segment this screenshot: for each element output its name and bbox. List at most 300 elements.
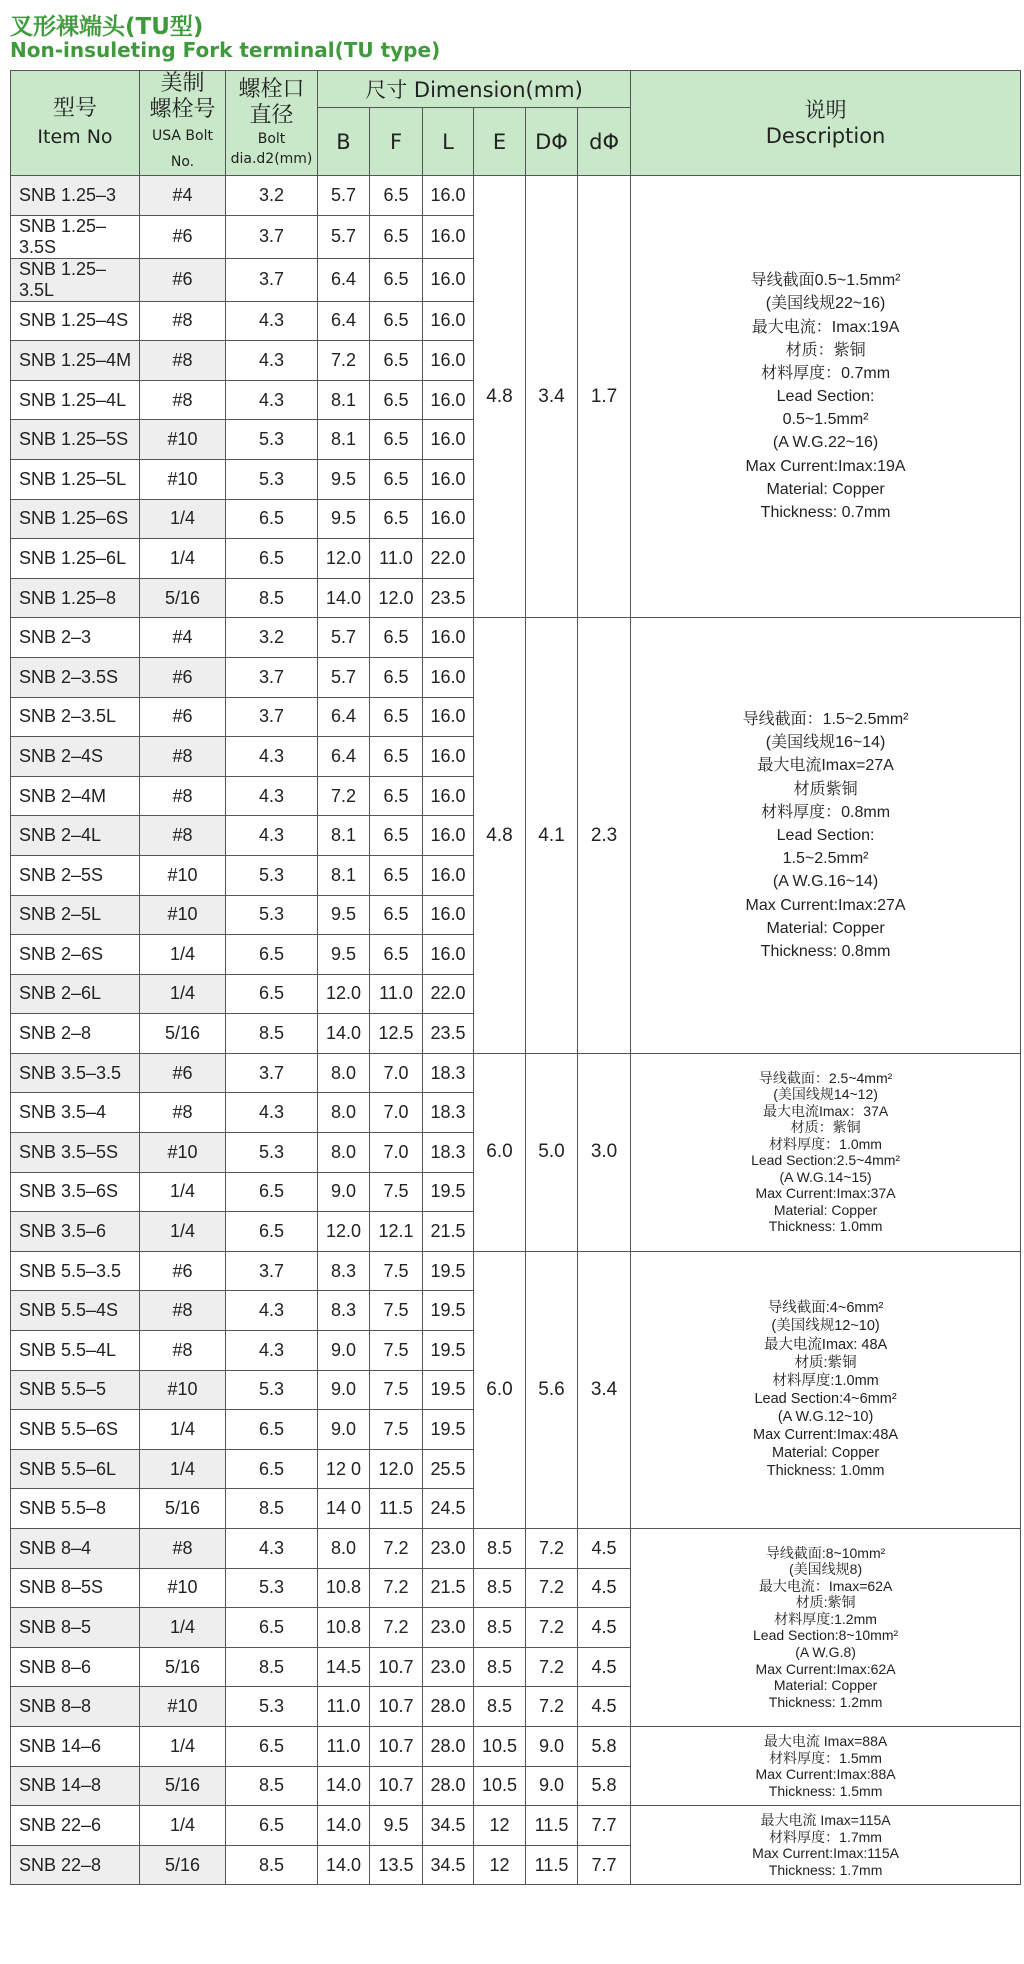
cell-f: 6.5	[370, 776, 423, 816]
cell-dia: 5.3	[226, 420, 318, 460]
description-line: Max Current:Imax:19A	[745, 457, 906, 475]
cell-small-d: 4.5	[578, 1687, 631, 1727]
cell-small-d-merged: 3.0	[578, 1053, 631, 1251]
cell-l: 16.0	[423, 855, 474, 895]
cell-f: 7.5	[370, 1331, 423, 1371]
cell-model: SNB 2–6S	[11, 935, 140, 975]
cell-dia: 5.3	[226, 895, 318, 935]
cell-big-d: 11.5	[526, 1845, 578, 1885]
header-dimension: 尺寸 Dimension(mm)	[318, 71, 631, 108]
cell-model: SNB 1.25–3	[11, 176, 140, 216]
cell-b: 8.1	[318, 380, 370, 420]
header-big-d: DΦ	[526, 108, 578, 176]
cell-f: 10.7	[370, 1726, 423, 1766]
cell-small-d: 7.7	[578, 1806, 631, 1846]
description-line: 导线截面：2.5~4mm²	[758, 1069, 893, 1086]
cell-dia: 6.5	[226, 1449, 318, 1489]
cell-small-d: 4.5	[578, 1647, 631, 1687]
cell-e-merged: 4.8	[474, 618, 526, 1054]
cell-bolt: #6	[140, 258, 226, 301]
cell-model: SNB 1.25–4M	[11, 341, 140, 381]
cell-dia: 4.3	[226, 1331, 318, 1371]
table-row	[11, 1053, 1021, 1093]
cell-f: 6.5	[370, 380, 423, 420]
cell-b: 12 0	[318, 1449, 370, 1489]
cell-b: 8.0	[318, 1529, 370, 1569]
cell-small-d-merged: 1.7	[578, 176, 631, 618]
description-line: Max Current:Imax:48A	[753, 1427, 899, 1444]
cell-bolt: #10	[140, 1370, 226, 1410]
cell-f: 7.5	[370, 1291, 423, 1331]
cell-b: 5.7	[318, 215, 370, 258]
cell-b: 11.0	[318, 1687, 370, 1727]
cell-b: 9.0	[318, 1410, 370, 1450]
cell-dia: 3.7	[226, 657, 318, 697]
description-line: Max Current:Imax:62A	[755, 1660, 896, 1677]
description-line: (美国线规16~14)	[765, 734, 886, 752]
cell-bolt: 5/16	[140, 1489, 226, 1529]
cell-f: 6.5	[370, 657, 423, 697]
cell-l: 16.0	[423, 776, 474, 816]
cell-e: 12	[474, 1806, 526, 1846]
cell-b: 8.0	[318, 1093, 370, 1133]
cell-small-d: 4.5	[578, 1568, 631, 1608]
description-line: (美国线规22~16)	[765, 295, 886, 313]
cell-b: 14.0	[318, 1014, 370, 1054]
cell-model: SNB 8–5S	[11, 1568, 140, 1608]
header-small-d: dΦ	[578, 108, 631, 176]
cell-l: 34.5	[423, 1806, 474, 1846]
cell-dia: 4.3	[226, 341, 318, 381]
cell-dia: 4.3	[226, 301, 318, 341]
cell-f: 6.5	[370, 737, 423, 777]
cell-model: SNB 2–5S	[11, 855, 140, 895]
cell-dia: 5.3	[226, 1370, 318, 1410]
spec-table	[10, 70, 1021, 1885]
description-line: (A W.G.8)	[795, 1644, 856, 1660]
cell-bolt: 1/4	[140, 1172, 226, 1212]
cell-model: SNB 3.5–3.5	[11, 1053, 140, 1093]
table-row	[11, 1251, 1021, 1291]
cell-big-d: 7.2	[526, 1608, 578, 1648]
cell-f: 6.5	[370, 258, 423, 301]
description-line: Lead Section:4~6mm²	[754, 1390, 897, 1407]
cell-model: SNB 1.25–5S	[11, 420, 140, 460]
cell-f: 7.2	[370, 1568, 423, 1608]
description-line: (美国线规12~10)	[771, 1318, 880, 1335]
cell-f: 6.5	[370, 215, 423, 258]
cell-dia: 6.5	[226, 1726, 318, 1766]
table-row	[11, 1726, 1021, 1766]
cell-l: 25.5	[423, 1449, 474, 1489]
cell-l: 24.5	[423, 1489, 474, 1529]
description-line: 材料厚度：0.8mm	[761, 803, 891, 821]
cell-dia: 6.5	[226, 499, 318, 539]
cell-model: SNB 5.5–6L	[11, 1449, 140, 1489]
description-cell	[631, 1053, 1021, 1251]
cell-b: 7.2	[318, 776, 370, 816]
header-f: F	[370, 108, 423, 176]
cell-l: 23.0	[423, 1647, 474, 1687]
cell-model: SNB 1.25–4S	[11, 301, 140, 341]
description-line: Material: Copper	[771, 1445, 880, 1462]
cell-dia: 5.3	[226, 1687, 318, 1727]
cell-model: SNB 1.25–5L	[11, 459, 140, 499]
description-line: Thickness: 1.2mm	[768, 1693, 883, 1710]
cell-b: 6.4	[318, 737, 370, 777]
cell-dia: 6.5	[226, 1608, 318, 1648]
cell-b: 8.0	[318, 1053, 370, 1093]
cell-b: 12.0	[318, 539, 370, 579]
cell-bolt: #8	[140, 1093, 226, 1133]
cell-dia: 6.5	[226, 1806, 318, 1846]
table-body	[11, 176, 1021, 1885]
cell-bolt: #8	[140, 380, 226, 420]
cell-model: SNB 3.5–5S	[11, 1133, 140, 1173]
cell-f: 12.5	[370, 1014, 423, 1054]
cell-l: 19.5	[423, 1172, 474, 1212]
cell-f: 6.5	[370, 855, 423, 895]
header-l: L	[423, 108, 474, 176]
cell-bolt: #6	[140, 215, 226, 258]
cell-bolt: #10	[140, 1568, 226, 1608]
description-cell	[631, 1251, 1021, 1528]
cell-b: 7.2	[318, 341, 370, 381]
cell-l: 21.5	[423, 1212, 474, 1252]
cell-bolt: 5/16	[140, 1766, 226, 1806]
cell-f: 6.5	[370, 895, 423, 935]
cell-model: SNB 5.5–8	[11, 1489, 140, 1529]
cell-b: 6.4	[318, 258, 370, 301]
table-row	[11, 1529, 1021, 1569]
cell-big-d: 9.0	[526, 1766, 578, 1806]
description-line: 材质:紫铜	[795, 1594, 856, 1611]
description-line: 最大电流：Imax=62A	[758, 1577, 893, 1594]
cell-big-d-merged: 5.6	[526, 1251, 578, 1528]
description-line: (美国线规14~12)	[773, 1086, 878, 1103]
cell-e-merged: 4.8	[474, 176, 526, 618]
description-line: 导线截面0.5~1.5mm²	[750, 272, 901, 290]
cell-l: 23.5	[423, 1014, 474, 1054]
cell-dia: 6.5	[226, 1410, 318, 1450]
description-line: Material: Copper	[766, 919, 885, 937]
header-bolt-dia: 螺栓口 直径 Bolt dia.d2(mm)	[226, 71, 318, 176]
cell-dia: 6.5	[226, 1172, 318, 1212]
cell-f: 7.0	[370, 1053, 423, 1093]
description-line: Thickness: 0.8mm	[760, 942, 891, 960]
cell-bolt: #8	[140, 301, 226, 341]
cell-bolt: 1/4	[140, 935, 226, 975]
header-description: 说明 Description	[631, 71, 1021, 176]
description-line: 1.5~2.5mm²	[782, 850, 869, 868]
cell-b: 12.0	[318, 974, 370, 1014]
page-title-en: Non-insuleting Fork terminal(TU type)	[10, 38, 441, 62]
description-line: 材质紫铜	[793, 780, 858, 798]
cell-bolt: #10	[140, 459, 226, 499]
cell-bolt: 1/4	[140, 499, 226, 539]
description-line: 导线截面：1.5~2.5mm²	[742, 711, 909, 729]
description-line: 材料厚度:1.2mm	[774, 1610, 877, 1627]
cell-b: 8.0	[318, 1133, 370, 1173]
cell-l: 19.5	[423, 1291, 474, 1331]
cell-bolt: #8	[140, 816, 226, 856]
cell-f: 6.5	[370, 341, 423, 381]
cell-bolt: #6	[140, 1053, 226, 1093]
cell-l: 19.5	[423, 1410, 474, 1450]
cell-l: 16.0	[423, 895, 474, 935]
description-line: 最大电流 Imax=88A	[763, 1733, 888, 1750]
cell-f: 7.5	[370, 1370, 423, 1410]
cell-f: 6.5	[370, 459, 423, 499]
cell-model: SNB 8–5	[11, 1608, 140, 1648]
description-line: Thickness: 1.0mm	[766, 1463, 885, 1480]
cell-small-d-merged: 2.3	[578, 618, 631, 1054]
description-line: Material: Copper	[773, 1677, 878, 1694]
cell-l: 16.0	[423, 737, 474, 777]
table-row	[11, 176, 1021, 216]
cell-f: 9.5	[370, 1806, 423, 1846]
cell-b: 14 0	[318, 1489, 370, 1529]
description-line: Thickness: 1.0mm	[768, 1218, 883, 1235]
header-usa-bolt: 美制 螺栓号 USA Bolt No.	[140, 71, 226, 176]
cell-b: 9.5	[318, 935, 370, 975]
cell-model: SNB 2–4L	[11, 816, 140, 856]
cell-b: 14.0	[318, 1766, 370, 1806]
cell-b: 9.5	[318, 895, 370, 935]
cell-b: 5.7	[318, 176, 370, 216]
cell-l: 28.0	[423, 1766, 474, 1806]
cell-bolt: #8	[140, 737, 226, 777]
cell-e: 8.5	[474, 1687, 526, 1727]
cell-bolt: 5/16	[140, 578, 226, 618]
header-b: B	[318, 108, 370, 176]
cell-big-d: 11.5	[526, 1806, 578, 1846]
description-cell	[631, 1806, 1021, 1885]
description-line: (美国线规8)	[789, 1561, 863, 1578]
cell-b: 6.4	[318, 697, 370, 737]
cell-f: 7.0	[370, 1093, 423, 1133]
cell-l: 16.0	[423, 341, 474, 381]
cell-bolt: 1/4	[140, 1726, 226, 1766]
cell-model: SNB 2–3.5S	[11, 657, 140, 697]
cell-model: SNB 8–6	[11, 1647, 140, 1687]
description-line: 0.5~1.5mm²	[782, 411, 869, 429]
cell-e: 8.5	[474, 1608, 526, 1648]
cell-b: 9.5	[318, 499, 370, 539]
cell-big-d: 7.2	[526, 1529, 578, 1569]
cell-l: 16.0	[423, 301, 474, 341]
cell-e-merged: 6.0	[474, 1251, 526, 1528]
cell-bolt: #6	[140, 697, 226, 737]
table-row	[11, 1806, 1021, 1846]
cell-l: 19.5	[423, 1251, 474, 1291]
description-line: Lead Section:	[776, 827, 875, 845]
cell-l: 16.0	[423, 420, 474, 460]
cell-bolt: #6	[140, 657, 226, 697]
description-line: 材料厚度：0.7mm	[761, 364, 891, 382]
description-line: 最大电流Imax=27A	[757, 757, 894, 775]
cell-bolt: 1/4	[140, 1449, 226, 1489]
description-line: 最大电流Imax: 48A	[763, 1336, 888, 1353]
cell-bolt: 1/4	[140, 539, 226, 579]
cell-b: 8.1	[318, 855, 370, 895]
cell-b: 9.0	[318, 1172, 370, 1212]
cell-bolt: #4	[140, 618, 226, 658]
cell-bolt: #10	[140, 855, 226, 895]
cell-bolt: #8	[140, 776, 226, 816]
description-cell	[631, 618, 1021, 1054]
cell-e: 8.5	[474, 1529, 526, 1569]
cell-big-d-merged: 4.1	[526, 618, 578, 1054]
cell-dia: 5.3	[226, 1568, 318, 1608]
cell-small-d: 7.7	[578, 1845, 631, 1885]
cell-dia: 8.5	[226, 578, 318, 618]
cell-f: 7.5	[370, 1251, 423, 1291]
cell-b: 14.0	[318, 1806, 370, 1846]
cell-model: SNB 5.5–5	[11, 1370, 140, 1410]
cell-model: SNB 5.5–4L	[11, 1331, 140, 1371]
cell-b: 8.1	[318, 420, 370, 460]
cell-e-merged: 6.0	[474, 1053, 526, 1251]
cell-f: 12.1	[370, 1212, 423, 1252]
cell-b: 5.7	[318, 657, 370, 697]
cell-l: 28.0	[423, 1726, 474, 1766]
cell-model: SNB 3.5–6S	[11, 1172, 140, 1212]
cell-f: 10.7	[370, 1647, 423, 1687]
cell-model: SNB 22–8	[11, 1845, 140, 1885]
table-row	[11, 618, 1021, 658]
cell-b: 9.0	[318, 1370, 370, 1410]
cell-l: 16.0	[423, 499, 474, 539]
cell-dia: 5.3	[226, 1133, 318, 1173]
cell-f: 7.5	[370, 1172, 423, 1212]
cell-small-d: 4.5	[578, 1608, 631, 1648]
cell-b: 8.1	[318, 816, 370, 856]
cell-model: SNB 2–8	[11, 1014, 140, 1054]
description-line: 材料厚度：1.0mm	[769, 1135, 882, 1152]
cell-dia: 3.2	[226, 618, 318, 658]
cell-model: SNB 1.25–6S	[11, 499, 140, 539]
cell-f: 6.5	[370, 697, 423, 737]
cell-model: SNB 2–3.5L	[11, 697, 140, 737]
cell-dia: 3.7	[226, 1053, 318, 1093]
description-line: Material: Copper	[773, 1201, 878, 1218]
cell-b: 6.4	[318, 301, 370, 341]
cell-l: 21.5	[423, 1568, 474, 1608]
cell-model: SNB 2–6L	[11, 974, 140, 1014]
cell-l: 16.0	[423, 380, 474, 420]
cell-small-d: 4.5	[578, 1529, 631, 1569]
cell-bolt: #10	[140, 420, 226, 460]
description-line: Lead Section:8~10mm²	[753, 1627, 899, 1644]
cell-dia: 8.5	[226, 1014, 318, 1054]
cell-f: 7.2	[370, 1608, 423, 1648]
cell-dia: 5.3	[226, 855, 318, 895]
cell-l: 18.3	[423, 1093, 474, 1133]
description-line: 材料厚度：1.5mm	[769, 1749, 882, 1766]
cell-small-d: 5.8	[578, 1726, 631, 1766]
description-line: Material: Copper	[766, 480, 885, 498]
cell-b: 5.7	[318, 618, 370, 658]
cell-l: 16.0	[423, 459, 474, 499]
description-line: 导线截面:4~6mm²	[767, 1300, 884, 1317]
cell-big-d: 7.2	[526, 1647, 578, 1687]
cell-f: 6.5	[370, 301, 423, 341]
description-line: 材料厚度:1.0mm	[772, 1372, 879, 1389]
cell-b: 14.5	[318, 1647, 370, 1687]
cell-model: SNB 1.25–3.5L	[11, 258, 140, 301]
description-line: 材质：紫铜	[785, 341, 866, 359]
table-header	[11, 71, 1021, 176]
cell-f: 6.5	[370, 816, 423, 856]
cell-dia: 3.7	[226, 215, 318, 258]
cell-l: 16.0	[423, 258, 474, 301]
cell-l: 18.3	[423, 1053, 474, 1093]
cell-dia: 3.7	[226, 1251, 318, 1291]
cell-l: 16.0	[423, 657, 474, 697]
cell-model: SNB 5.5–6S	[11, 1410, 140, 1450]
cell-f: 6.5	[370, 935, 423, 975]
description-line: (A W.G.16~14)	[772, 873, 879, 891]
cell-bolt: 1/4	[140, 1806, 226, 1846]
cell-dia: 4.3	[226, 737, 318, 777]
cell-l: 19.5	[423, 1370, 474, 1410]
cell-b: 14.0	[318, 578, 370, 618]
cell-e: 10.5	[474, 1766, 526, 1806]
cell-bolt: 1/4	[140, 974, 226, 1014]
cell-f: 10.7	[370, 1766, 423, 1806]
header-e: E	[474, 108, 526, 176]
cell-dia: 3.7	[226, 697, 318, 737]
cell-model: SNB 14–6	[11, 1726, 140, 1766]
cell-small-d-merged: 3.4	[578, 1251, 631, 1528]
cell-dia: 6.5	[226, 974, 318, 1014]
description-cell	[631, 1529, 1021, 1727]
cell-bolt: 1/4	[140, 1608, 226, 1648]
cell-f: 6.5	[370, 499, 423, 539]
cell-l: 16.0	[423, 935, 474, 975]
cell-big-d-merged: 3.4	[526, 176, 578, 618]
cell-dia: 8.5	[226, 1489, 318, 1529]
cell-dia: 8.5	[226, 1647, 318, 1687]
description-line: Lead Section:	[776, 388, 875, 406]
header-item-no: 型号 Item No	[11, 71, 140, 176]
cell-b: 10.8	[318, 1568, 370, 1608]
cell-small-d: 5.8	[578, 1766, 631, 1806]
cell-e: 8.5	[474, 1647, 526, 1687]
cell-f: 11.0	[370, 974, 423, 1014]
cell-bolt: 1/4	[140, 1212, 226, 1252]
cell-f: 11.5	[370, 1489, 423, 1529]
description-line: (A W.G.22~16)	[772, 434, 879, 452]
description-line: 材质：紫铜	[790, 1119, 861, 1136]
cell-b: 14.0	[318, 1845, 370, 1885]
cell-dia: 4.3	[226, 1529, 318, 1569]
cell-bolt: #8	[140, 341, 226, 381]
cell-b: 8.3	[318, 1291, 370, 1331]
cell-model: SNB 2–4S	[11, 737, 140, 777]
description-line: Max Current:Imax:27A	[745, 896, 906, 914]
description-line: Thickness: 0.7mm	[760, 504, 891, 522]
cell-l: 34.5	[423, 1845, 474, 1885]
description-line: Thickness: 1.5mm	[768, 1782, 883, 1799]
cell-model: SNB 3.5–4	[11, 1093, 140, 1133]
cell-dia: 4.3	[226, 776, 318, 816]
description-cell	[631, 176, 1021, 618]
cell-dia: 6.5	[226, 935, 318, 975]
cell-b: 9.0	[318, 1331, 370, 1371]
cell-l: 18.3	[423, 1133, 474, 1173]
